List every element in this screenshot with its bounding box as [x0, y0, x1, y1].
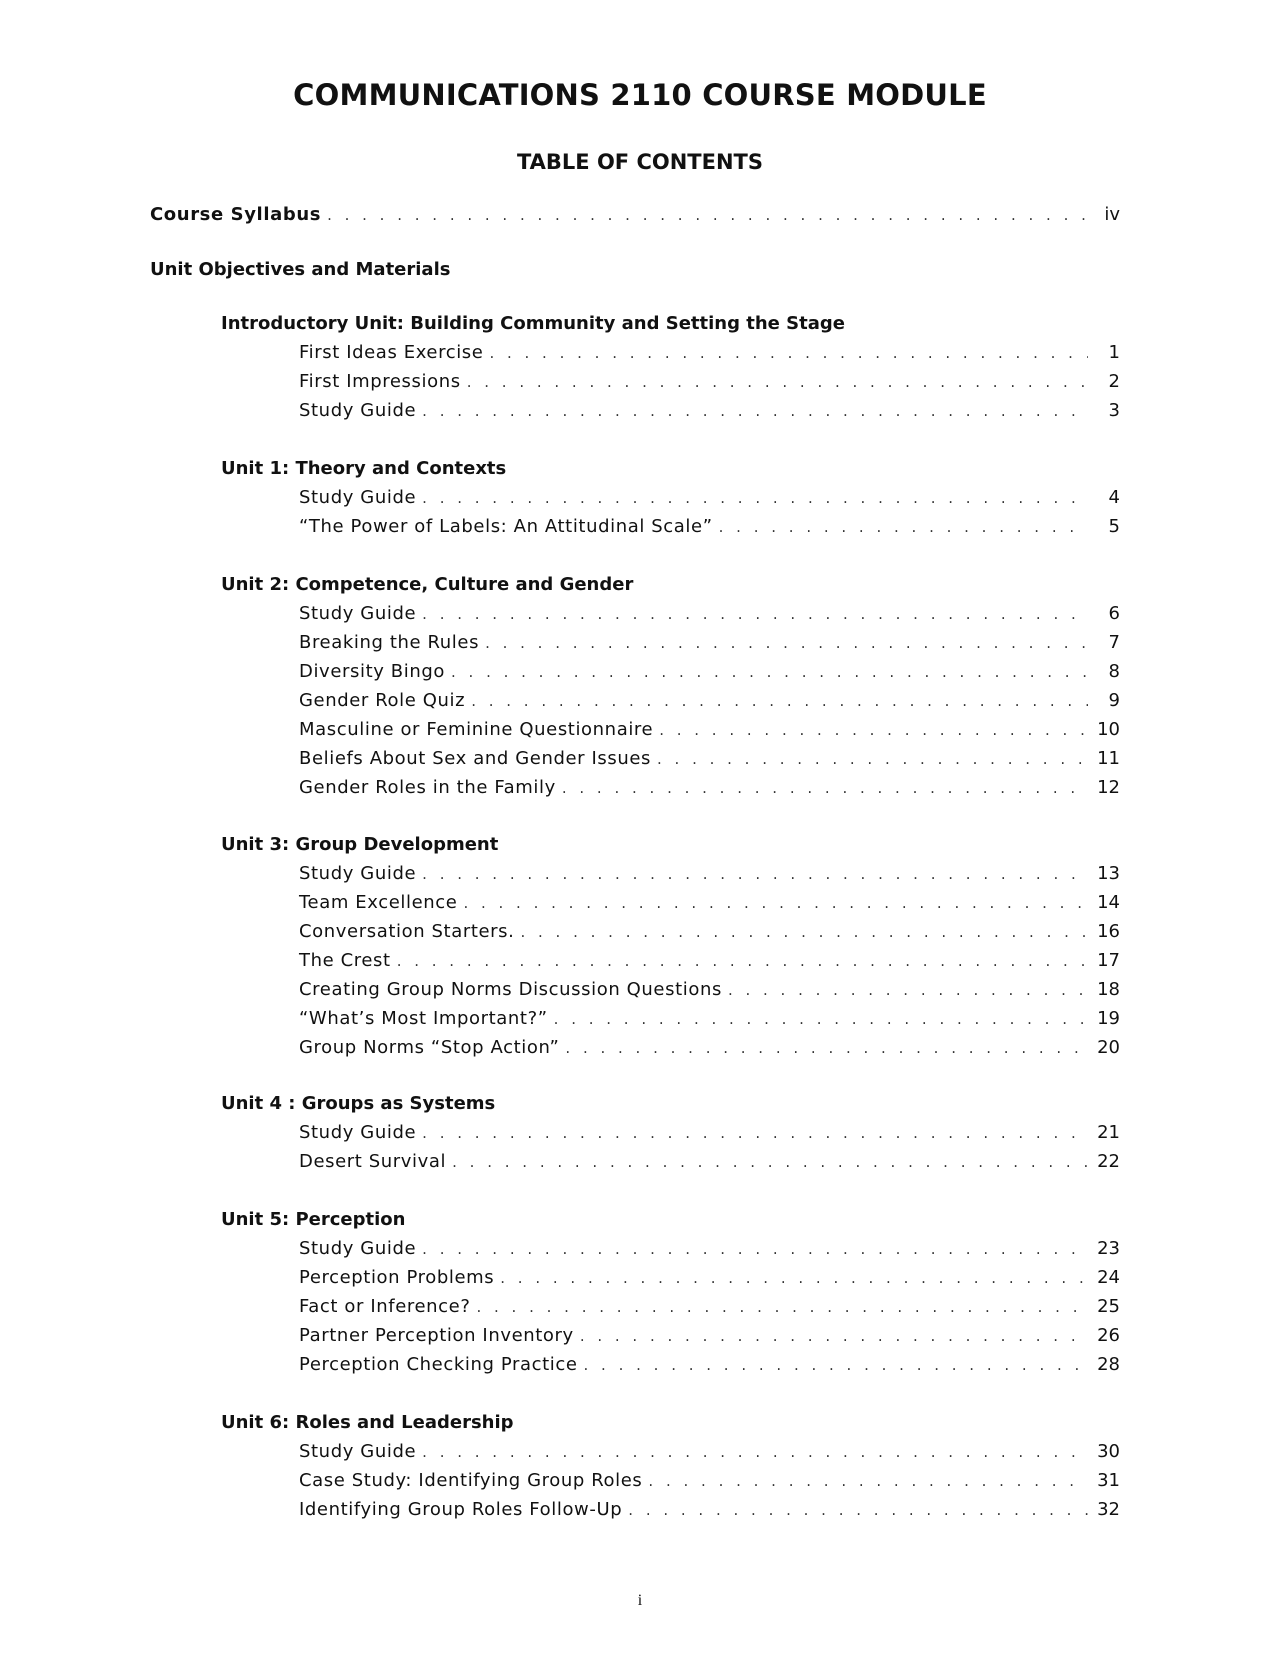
dot-leader — [471, 689, 1088, 713]
dot-leader — [584, 1353, 1088, 1377]
toc-entry[interactable] — [299, 1237, 1120, 1261]
toc-entry-label: Identifying Group Roles Follow-Up — [299, 1499, 623, 1520]
toc-entry-syllabus[interactable] — [150, 203, 1120, 227]
toc-entry[interactable] — [299, 1324, 1120, 1348]
dot-leader — [476, 1295, 1088, 1319]
toc-entry-page: 14 — [1097, 892, 1120, 913]
toc-entry-page: 10 — [1097, 719, 1120, 740]
unit-heading: Unit 6: Roles and Leadership — [221, 1412, 514, 1433]
toc-entry-label: Study Guide — [299, 863, 417, 884]
toc-entry-page: 7 — [1108, 632, 1120, 653]
dot-leader — [422, 486, 1088, 510]
dot-leader — [659, 718, 1088, 742]
toc-entry-label: Creating Group Norms Discussion Questions — [299, 979, 722, 1000]
toc-entry-page: 32 — [1097, 1499, 1120, 1520]
dot-leader — [397, 949, 1088, 973]
toc-entry-label: “The Power of Labels: An Attitudinal Scale” — [299, 516, 713, 537]
toc-entry-label: Breaking the Rules — [299, 632, 480, 653]
toc-entry-label: Study Guide — [299, 1238, 417, 1259]
toc-entry-page: 5 — [1108, 516, 1120, 537]
unit-objectives-heading: Unit Objectives and Materials — [150, 259, 451, 280]
toc-entry-label: Study Guide — [299, 603, 417, 624]
unit-heading: Unit 4 : Groups as Systems — [221, 1093, 496, 1114]
dot-leader — [648, 1469, 1088, 1493]
toc-entry[interactable] — [299, 370, 1120, 394]
unit-heading: Unit 5: Perception — [221, 1209, 406, 1230]
toc-entry-label: Perception Checking Practice — [299, 1354, 578, 1375]
toc-entry-page: 31 — [1097, 1470, 1120, 1491]
dot-leader — [562, 776, 1088, 800]
toc-entry-label: The Crest — [299, 950, 391, 971]
unit-heading: Unit 3: Group Development — [221, 834, 499, 855]
toc-entry-page: 26 — [1097, 1325, 1120, 1346]
toc-entry-page: 6 — [1108, 603, 1120, 624]
toc-entry-page: 23 — [1097, 1238, 1120, 1259]
toc-entry[interactable] — [299, 1295, 1120, 1319]
toc-entry-label: Conversation Starters. — [299, 921, 515, 942]
toc-entry-label: Fact or Inference? — [299, 1296, 471, 1317]
toc-entry-page: 12 — [1097, 777, 1120, 798]
toc-entry[interactable] — [299, 341, 1120, 365]
dot-leader — [422, 1121, 1088, 1145]
unit-heading: Unit 2: Competence, Culture and Gender — [221, 574, 634, 595]
dot-leader — [463, 891, 1088, 915]
toc-entry[interactable] — [299, 1469, 1120, 1493]
dot-leader — [327, 203, 1088, 227]
toc-entry[interactable] — [299, 1266, 1120, 1290]
toc-entry-page: 9 — [1108, 690, 1120, 711]
toc-entry-page: 20 — [1097, 1037, 1120, 1058]
unit-heading: Unit 1: Theory and Contexts — [221, 458, 507, 479]
toc-entry-label: Beliefs About Sex and Gender Issues — [299, 748, 651, 769]
toc-entry-label: Study Guide — [299, 487, 417, 508]
toc-entry-label: Team Excellence — [299, 892, 458, 913]
toc-entry[interactable] — [299, 660, 1120, 684]
toc-entry[interactable] — [299, 1150, 1120, 1174]
dot-leader — [500, 1266, 1088, 1290]
toc-entry-page: 4 — [1108, 487, 1120, 508]
toc-entry[interactable] — [299, 920, 1120, 944]
dot-leader — [628, 1498, 1088, 1522]
dot-leader — [728, 978, 1088, 1002]
toc-entry[interactable] — [299, 486, 1120, 510]
toc-entry-label: Study Guide — [299, 1441, 417, 1462]
dot-leader — [489, 341, 1088, 365]
toc-entry-label: Diversity Bingo — [299, 661, 445, 682]
toc-entry[interactable] — [299, 776, 1120, 800]
toc-entry-page: 8 — [1108, 661, 1120, 682]
toc-entry[interactable] — [299, 891, 1120, 915]
dot-leader — [422, 1440, 1088, 1464]
toc-entry[interactable] — [299, 718, 1120, 742]
toc-entry[interactable] — [299, 1007, 1120, 1031]
toc-entry[interactable] — [299, 1440, 1120, 1464]
toc-entry-label: Study Guide — [299, 400, 417, 421]
toc-entry-label: Gender Role Quiz — [299, 690, 466, 711]
toc-entry[interactable] — [299, 689, 1120, 713]
dot-leader — [580, 1324, 1088, 1348]
toc-entry-page: 3 — [1108, 400, 1120, 421]
page-number: i — [637, 1592, 643, 1609]
toc-entry-page: 17 — [1097, 950, 1120, 971]
toc-entry-label: Desert Survival — [299, 1151, 447, 1172]
toc-entry[interactable] — [299, 1036, 1120, 1060]
toc-entry-page: 30 — [1097, 1441, 1120, 1462]
toc-entry[interactable] — [299, 949, 1120, 973]
toc-entry-label: Group Norms “Stop Action” — [299, 1037, 560, 1058]
dot-leader — [422, 1237, 1088, 1261]
toc-entry-page: 24 — [1097, 1267, 1120, 1288]
toc-entry-page: 1 — [1108, 342, 1120, 363]
dot-leader — [554, 1007, 1088, 1031]
toc-entry-label: First Ideas Exercise — [299, 342, 484, 363]
dot-leader — [719, 515, 1088, 539]
dot-leader — [452, 1150, 1088, 1174]
toc-entry[interactable] — [299, 399, 1120, 423]
toc-entry[interactable] — [299, 1353, 1120, 1377]
dot-leader — [467, 370, 1088, 394]
toc-entry-label: Masculine or Feminine Questionnaire — [299, 719, 654, 740]
toc-entry[interactable] — [299, 747, 1120, 771]
dot-leader — [422, 602, 1088, 626]
dot-leader — [520, 920, 1088, 944]
dot-leader — [657, 747, 1088, 771]
toc-entry-page: 19 — [1097, 1008, 1120, 1029]
toc-entry-label: Gender Roles in the Family — [299, 777, 556, 798]
dot-leader — [565, 1036, 1088, 1060]
toc-entry-page: 18 — [1097, 979, 1120, 1000]
toc-entry[interactable] — [299, 978, 1120, 1002]
toc-entry-page: iv — [1104, 204, 1120, 225]
toc-entry-label: Study Guide — [299, 1122, 417, 1143]
toc-entry-page: 16 — [1097, 921, 1120, 942]
toc-entry[interactable] — [299, 1498, 1120, 1522]
toc-entry-page: 25 — [1097, 1296, 1120, 1317]
dot-leader — [451, 660, 1088, 684]
toc-entry[interactable] — [299, 862, 1120, 886]
toc-entry-label: “What’s Most Important?” — [299, 1008, 548, 1029]
toc-entry[interactable] — [299, 602, 1120, 626]
dot-leader — [422, 862, 1088, 886]
dot-leader — [485, 631, 1088, 655]
toc-entry-label: Course Syllabus — [150, 204, 322, 225]
toc-entry[interactable] — [299, 631, 1120, 655]
toc-entry-label: Perception Problems — [299, 1267, 495, 1288]
toc-entry-page: 11 — [1097, 748, 1120, 769]
toc-entry-page: 2 — [1108, 371, 1120, 392]
toc-entry-label: Partner Perception Inventory — [299, 1325, 574, 1346]
toc-entry-label: First Impressions — [299, 371, 461, 392]
toc-entry[interactable] — [299, 1121, 1120, 1145]
toc-entry[interactable] — [299, 515, 1120, 539]
toc-entry-page: 13 — [1097, 863, 1120, 884]
unit-heading: Introductory Unit: Building Community and Setting the Stage — [221, 313, 845, 334]
toc-entry-label: Case Study: Identifying Group Roles — [299, 1470, 643, 1491]
toc-entry-page: 22 — [1097, 1151, 1120, 1172]
document-title: COMMUNICATIONS 2110 COURSE MODULE — [293, 78, 987, 112]
toc-title: TABLE OF CONTENTS — [516, 150, 764, 174]
toc-entry-page: 21 — [1097, 1122, 1120, 1143]
dot-leader — [422, 399, 1088, 423]
toc-entry-page: 28 — [1097, 1354, 1120, 1375]
